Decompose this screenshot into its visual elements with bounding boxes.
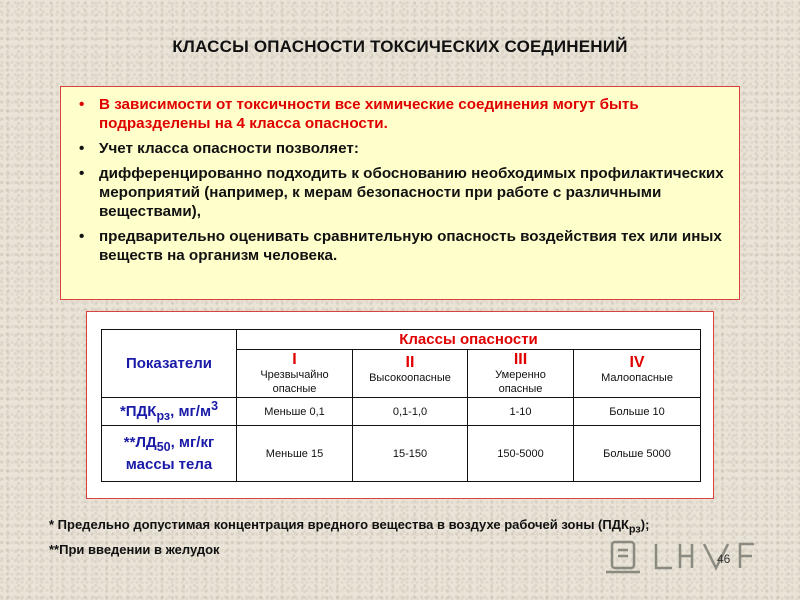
page-number: 46	[717, 552, 731, 566]
classes-header: Классы опасности	[237, 330, 701, 350]
footnote-2: **При введении в желудок	[49, 541, 220, 557]
table-cell: 0,1-1,0	[353, 398, 468, 426]
table-cell: 1-10	[468, 398, 574, 426]
footnote-1: * Предельно допустимая концентрация вредного вещества в воздухе рабочей зоны $(ПДК_{рз})$;	[49, 517, 650, 536]
row-label-ld50: $**ЛД_{50}$, мг/кг массы тела	[102, 426, 237, 482]
class-header-3: III Умеренно опасные	[468, 350, 574, 398]
table-cell: Больше 10	[574, 398, 701, 426]
table-cell: Меньше 0,1	[237, 398, 353, 426]
class-header-4: IV Малоопасные	[574, 350, 701, 398]
bullet-item: • Учет класса опасности позволяет:	[79, 140, 359, 157]
institution-logo-icon	[606, 536, 766, 576]
class-header-1: I Чрезвычайно опасные	[237, 350, 353, 398]
class-header-2: II Высокоопасные	[353, 350, 468, 398]
table-cell: Больше 5000	[574, 426, 701, 482]
bullet-item: • В зависимости от токсичности все химические соединения могут быть подразделены на 4 класса опасности.	[79, 96, 639, 132]
indicators-header: Показатели	[102, 330, 237, 398]
bullet-list	[75, 95, 725, 265]
info-box	[60, 86, 740, 300]
row-label-pdk: $*ПДК_{рз}$, $мг/м^3$	[102, 398, 237, 426]
table-cell: 150-5000	[468, 426, 574, 482]
bullet-item: • дифференцированно подходить к обоснованию необходимых профилактических мероприятий (например, к мерам безопасности при работе с различными веществами),	[79, 165, 724, 220]
table-cell: Меньше 15	[237, 426, 353, 482]
table-cell: 15-150	[353, 426, 468, 482]
hazard-table-panel	[86, 311, 714, 499]
footnotes	[49, 515, 649, 559]
page-title: КЛАССЫ ОПАСНОСТИ ТОКСИЧЕСКИХ СОЕДИНЕНИЙ	[172, 37, 628, 56]
hazard-classes-table	[101, 329, 701, 482]
bullet-item: • предварительно оценивать сравнительную опасность воздействия тех или иных веществ на организм человека.	[79, 228, 722, 264]
